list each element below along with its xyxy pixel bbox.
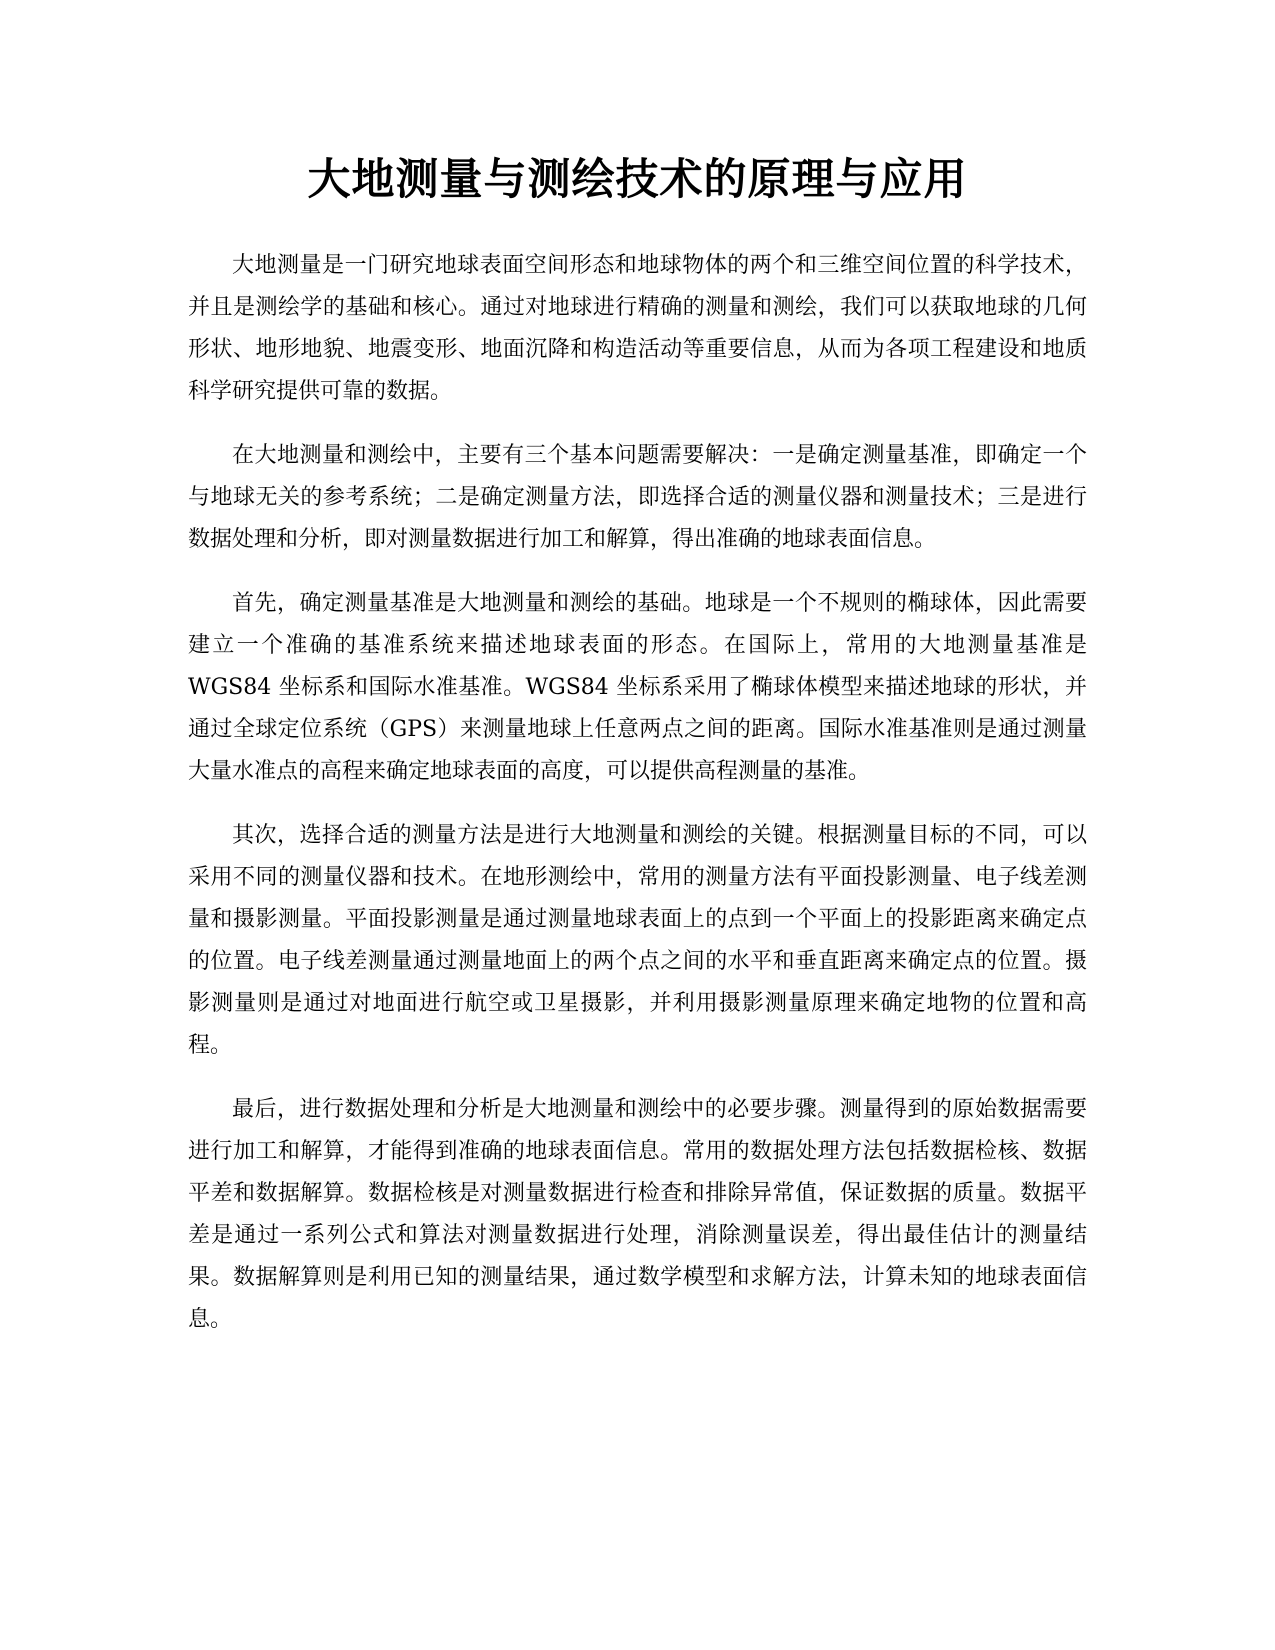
paragraph-3: 首先，确定测量基准是大地测量和测绘的基础。地球是一个不规则的椭球体，因此需要建立一个准确的基准系统来描述地球表面的形态。在国际上，常用的大地测量基准是 WGS84 坐标系和国际水准基准。WGS84 坐标系采用了椭球体模型来描述地球的形状，并通过全球定位系统（GPS）来测量地球上任意两点之间的距离。国际水准基准则是通过测量大量水准点的高程来确定地球表面的高度，可以提供高程测量的基准。 bbox=[188, 591, 1087, 784]
paragraph-4: 其次，选择合适的测量方法是进行大地测量和测绘的关键。根据测量目标的不同，可以采用不同的测量仪器和技术。在地形测绘中，常用的测量方法有平面投影测量、电子线差测量和摄影测量。平面投影测量是通过测量地球表面上的点到一个平面上的投影距离来确定点的位置。电子线差测量通过测量地面上的两个点之间的水平和垂直距离来确定点的位置。摄影测量则是通过对地面进行航空或卫星摄影，并利用摄影测量原理来确定地物的位置和高程。 bbox=[188, 823, 1087, 1058]
document-body bbox=[188, 245, 1087, 1363]
paragraph-1: 大地测量是一门研究地球表面空间形态和地球物体的两个和三维空间位置的科学技术，并且是测绘学的基础和核心。通过对地球进行精确的测量和测绘，我们可以获取地球的几何形状、地形地貌、地震变形、地面沉降和构造活动等重要信息，从而为各项工程建设和地质科学研究提供可靠的数据。 bbox=[188, 253, 1087, 404]
paragraph-2: 在大地测量和测绘中，主要有三个基本问题需要解决：一是确定测量基准，即确定一个与地球无关的参考系统；二是确定测量方法，即选择合适的测量仪器和测量技术；三是进行数据处理和分析，即对测量数据进行加工和解算，得出准确的地球表面信息。 bbox=[188, 443, 1087, 552]
document-title: 大地测量与测绘技术的原理与应用 bbox=[307, 155, 968, 205]
paragraph-5: 最后，进行数据处理和分析是大地测量和测绘中的必要步骤。测量得到的原始数据需要进行加工和解算，才能得到准确的地球表面信息。常用的数据处理方法包括数据检核、数据平差和数据解算。数据检核是对测量数据进行检查和排除异常值，保证数据的质量。数据平差是通过一系列公式和算法对测量数据进行处理，消除测量误差，得出最佳估计的测量结果。数据解算则是利用已知的测量结果，通过数学模型和求解方法，计算未知的地球表面信息。 bbox=[188, 1097, 1087, 1332]
